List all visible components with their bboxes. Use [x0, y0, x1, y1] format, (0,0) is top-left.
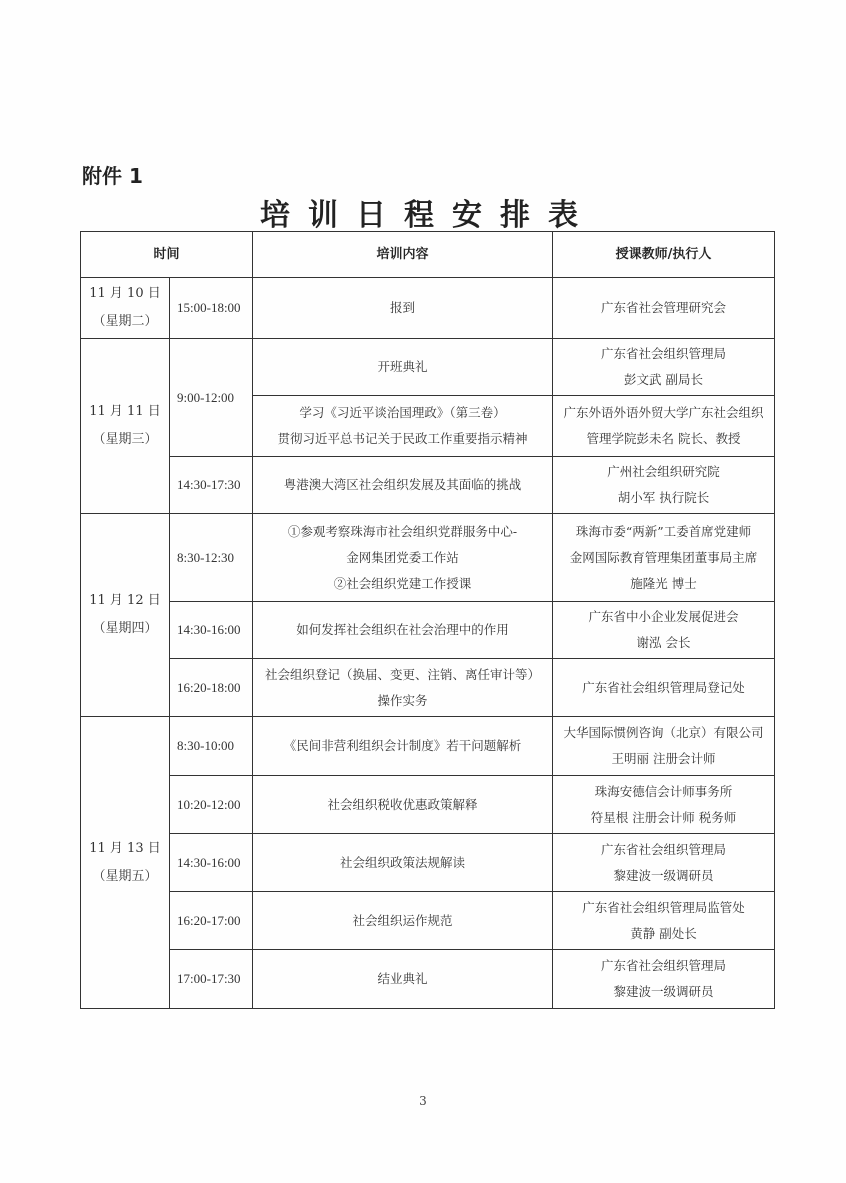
weekday: （星期四） — [92, 621, 158, 636]
weekday: （星期五） — [92, 868, 158, 884]
weekday: （星期二） — [92, 314, 158, 329]
attachment-label: 附件 1 — [82, 164, 143, 188]
teacher-cell — [553, 834, 775, 892]
content-cell — [253, 514, 553, 602]
table-row — [81, 950, 775, 1009]
table-header-row — [81, 232, 775, 278]
teacher-line: 广州社会组织研究院 — [607, 464, 720, 479]
content-cell — [253, 892, 553, 950]
teacher-cell — [553, 514, 775, 602]
content-line: ②社会组织党建工作授课 — [333, 575, 472, 591]
document-title: 培训日程安排表 — [260, 198, 596, 233]
date: 11 月 10 日 — [89, 286, 161, 301]
content-line: 社会组织登记（换届、变更、注销、离任审计等） — [265, 666, 541, 682]
schedule-table — [80, 231, 775, 1009]
header-teacher: 授课教师/执行人 — [553, 232, 775, 278]
teacher-line: 广东省社会组织管理局 — [601, 346, 727, 361]
time-cell: 17:00-17:30 — [170, 950, 253, 1009]
date: 11 月 11 日 — [89, 404, 161, 419]
date-cell — [81, 278, 170, 339]
table-row — [81, 834, 775, 892]
teacher-line: 大华国际惯例咨询（北京）有限公司 — [563, 725, 764, 740]
content-line: 贯彻习近平总书记关于民政工作重要指示精神 — [277, 431, 528, 446]
teacher-cell — [553, 602, 775, 659]
table-row — [81, 457, 775, 514]
teacher-cell — [553, 776, 775, 834]
content-cell — [253, 457, 553, 514]
teacher-line: 广东省社会管理研究会 — [601, 300, 727, 315]
date-cell — [81, 717, 170, 1009]
date: 11 月 12 日 — [89, 593, 161, 608]
time-cell: 8:30-12:30 — [170, 514, 253, 602]
header-time: 时间 — [81, 232, 253, 278]
time-cell: 9:00-12:00 — [170, 339, 253, 457]
date-cell — [81, 339, 170, 514]
content-line: 社会组织运作规范 — [352, 912, 453, 928]
teacher-cell — [553, 950, 775, 1009]
content-cell — [253, 834, 553, 892]
teacher-line: 黄静 副处长 — [630, 925, 697, 941]
teacher-line: 胡小军 执行院长 — [617, 490, 710, 505]
date: 11 月 13 日 — [89, 840, 161, 856]
teacher-line: 珠海市委“两新”工委首席党建师 — [575, 523, 752, 539]
content-line: 如何发挥社会组织在社会治理中的作用 — [296, 622, 509, 637]
teacher-line: 彭文武 副局长 — [624, 372, 703, 387]
teacher-cell — [553, 892, 775, 950]
time-cell: 14:30-16:00 — [170, 834, 253, 892]
teacher-line: 施隆光 博士 — [630, 575, 697, 591]
teacher-line: 广东省社会组织管理局登记处 — [582, 679, 745, 695]
time-cell: 16:20-17:00 — [170, 892, 253, 950]
teacher-line: 黎建波一级调研员 — [613, 984, 714, 999]
table-row — [81, 659, 775, 717]
content-cell — [253, 950, 553, 1009]
content-line: 报到 — [390, 300, 416, 315]
content-line: 结业典礼 — [377, 971, 428, 986]
teacher-cell — [553, 659, 775, 717]
content-line: 金网集团党委工作站 — [346, 549, 459, 565]
content-cell — [253, 278, 553, 339]
teacher-cell — [553, 717, 775, 776]
teacher-line: 王明丽 注册会计师 — [611, 751, 716, 766]
time-cell: 15:00-18:00 — [170, 278, 253, 339]
teacher-cell — [553, 396, 775, 457]
weekday: （星期三） — [92, 432, 158, 447]
content-cell — [253, 776, 553, 834]
date-cell — [81, 514, 170, 717]
content-line: 学习《习近平谈治国理政》（第三卷） — [299, 405, 506, 420]
teacher-line: 广东省中小企业发展促进会 — [588, 609, 739, 624]
time-cell: 16:20-18:00 — [170, 659, 253, 717]
teacher-cell — [553, 278, 775, 339]
time-cell: 14:30-17:30 — [170, 457, 253, 514]
content-cell — [253, 602, 553, 659]
teacher-cell — [553, 339, 775, 396]
content-line: 开班典礼 — [377, 359, 428, 374]
table-row — [81, 278, 775, 339]
content-cell — [253, 339, 553, 396]
teacher-line: 金网国际教育管理集团董事局主席 — [569, 549, 758, 565]
teacher-line: 广东省社会组织管理局 — [601, 841, 727, 857]
time-cell: 14:30-16:00 — [170, 602, 253, 659]
content-cell — [253, 717, 553, 776]
teacher-line: 符星根 注册会计师 税务师 — [590, 809, 737, 825]
table-row — [81, 717, 775, 776]
teacher-line: 广东省社会组织管理局 — [601, 958, 727, 973]
content-line: 《民间非营利组织会计制度》若干问题解析 — [283, 738, 522, 753]
content-line: 社会组织税收优惠政策解释 — [327, 796, 478, 812]
time-cell: 10:20-12:00 — [170, 776, 253, 834]
teacher-line: 管理学院彭未名 院长、教授 — [586, 431, 741, 446]
teacher-cell — [553, 457, 775, 514]
teacher-line: 谢泓 会长 — [636, 635, 691, 650]
table-row — [81, 339, 775, 396]
table-row — [81, 602, 775, 659]
table-row — [81, 776, 775, 834]
table-row — [81, 892, 775, 950]
content-line: 社会组织政策法规解读 — [340, 854, 466, 870]
teacher-line: 黎建波一级调研员 — [613, 867, 714, 883]
content-line: 操作实务 — [377, 692, 428, 708]
teacher-line: 珠海安德信会计师事务所 — [594, 783, 733, 799]
content-line: ①参观考察珠海市社会组织党群服务中心- — [287, 523, 518, 539]
content-cell — [253, 659, 553, 717]
teacher-line: 广东外语外语外贸大学广东社会组织 — [563, 405, 764, 420]
header-content: 培训内容 — [253, 232, 553, 278]
teacher-line: 广东省社会组织管理局监管处 — [582, 899, 745, 915]
page-number: 3 — [419, 1094, 427, 1108]
content-cell — [253, 396, 553, 457]
content-line: 粤港澳大湾区社会组织发展及其面临的挑战 — [283, 477, 522, 492]
table-row — [81, 514, 775, 602]
time-cell: 8:30-10:00 — [170, 717, 253, 776]
